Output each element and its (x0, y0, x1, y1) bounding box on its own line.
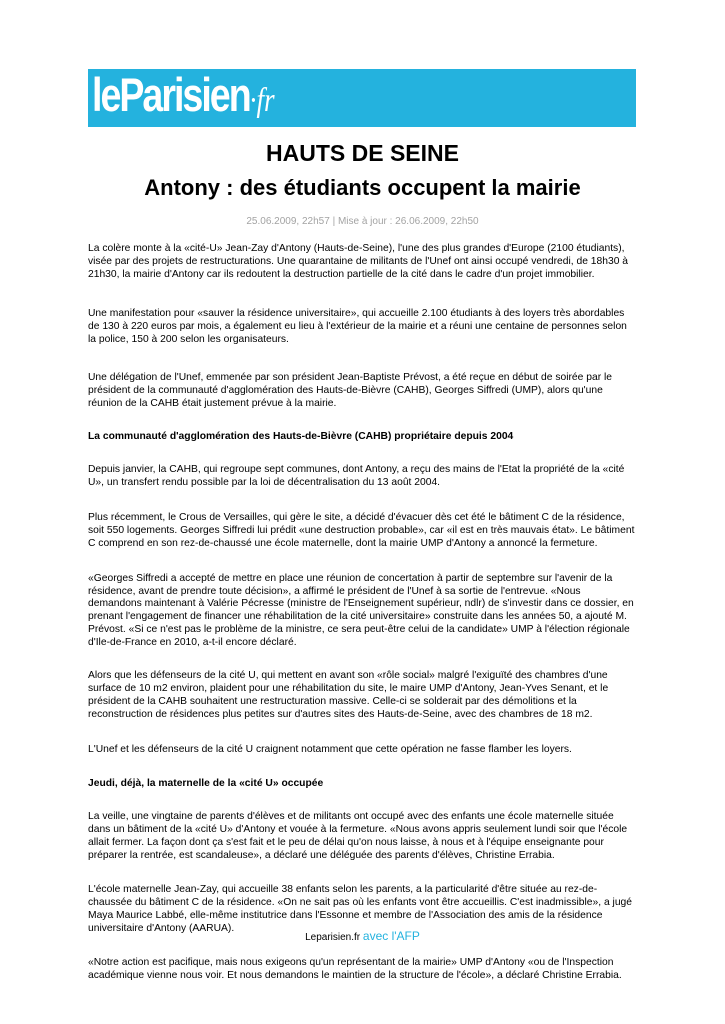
leparisien-logo[interactable] (92, 67, 275, 122)
header-banner (88, 69, 636, 127)
logo-main: leParisien (92, 68, 250, 121)
article-body (88, 243, 636, 983)
subheading: La communauté d'agglomération des Hauts-de-Bièvre (CAHB) propriétaire depuis 2004 (88, 431, 514, 443)
paragraph: La colère monte à la «cité-U» Jean-Zay d'Antony (Hauts-de-Seine), l'une des plus grandes d'Europe (2100 étudiants), visée par des projets de restructurations. Une quarantaine de militants de l'Unef ont ainsi occupé vendredi, de 18h30 à 21h30, la mairie d'Antony car ils redoutent la destruction partielle de la cité dans le cadre d'un projet immobilier. (88, 243, 629, 280)
footer-site: Leparisien.fr (305, 932, 361, 943)
logo-suffix: ·fr (249, 82, 275, 119)
paragraph: «Notre action est pacifique, mais nous exigeons qu'un représentant de la mairie» UMP d'Antony «ou de l'Inspection académique vienne nous voir. Et nous demandons le maintien de la structure de l'école», a déclaré Christine Errabia. (88, 956, 622, 981)
paragraph: «Georges Siffredi a accepté de mettre en place une réunion de concertation à partir de septembre sur l'avenir de la résidence, avant de prendre toute décision», a affirmé le président de l'Unef à sa sortie de l'entrevue. «Nous demandons maintenant à Valérie Pécresse (ministre de l'Enseignement supérieur, ndlr) de s'investir dans ce dossier, en prenant l'engagement de financer une réhabilitation de la cité universitaire» construite dans les années 50, a ajouté M. Prévost. «Si ce n'est pas le problème de la ministre, ce sera peut-être celui de la candidate» UMP à l'élection régionale d'Ile-de-France en 2010, a-t-il encore déclaré. (88, 572, 634, 649)
paragraph: La veille, une vingtaine de parents d'élèves et de militants ont occupé avec des enfants une école maternelle située dans un bâtiment de la «cité U» d'Antony et vouée à la fermeture. «Nous avons appris seulement lundi soir que l'école allait fermer. La façon dont ça s'est fait et le peu de délai qu'on nous laisse, à nous et à l'équipe enseignante pour préparer la rentrée, est scandaleuse», a déclaré une déléguée des parents d'élèves, Christine Errabia. (88, 811, 628, 862)
paragraph: Alors que les défenseurs de la cité U, qui mettent en avant son «rôle social» malgré l'exiguïté des chambres d'une surface de 10 m2 environ, plaident pour une réhabilitation du site, le maire UMP d'Antony, Jean-Yves Senant, et le président de la CAHB souhaitent une restructuration massive. Celle-ci se solderait par des démolitions et la reconstruction de résidences plus petites sur d'autres sites des Hauts-de-Seine, avec des chambres de 18 m2. (88, 670, 609, 720)
subheading: Jeudi, déjà, la maternelle de la «cité U» occupée (88, 777, 324, 789)
paragraph: Une délégation de l'Unef, emmenée par son président Jean-Baptiste Prévost, a été reçue en début de soirée par le président de la communauté d'agglomération des Hauts-de-Bièvre (CAHB), Georges Siffredi (UMP), alors qu'une réunion de la CAHB était justement prévue à la mairie. (88, 372, 612, 410)
paragraph: Plus récemment, le Crous de Versailles, qui gère le site, a décidé d'évacuer dès cet été le bâtiment C de la résidence, soit 550 logements. Georges Siffredi lui prédit «une destruction probable», car «il est en très mauvais état». Le bâtiment C comprend en son rez-de-chaussé une école maternelle, dont la mairie UMP d'Antony a annoncé la fermeture. (88, 511, 635, 549)
article-dateline: 25.06.2009, 22h57 | Mise à jour : 26.06.2009, 22h50 (246, 216, 479, 227)
paragraph: Depuis janvier, la CAHB, qui regroupe sept communes, dont Antony, a reçu des mains de l'Etat la propriété de la «cité U», un transfert rendu possible par la loi de décentralisation du 13 août 2004. (88, 464, 625, 488)
footer-credit (0, 929, 725, 943)
footer-afp: avec l'AFP (362, 929, 420, 943)
paragraph: L'Unef et les défenseurs de la cité U craignent notamment que cette opération ne fasse flamber les loyers. (88, 743, 572, 755)
paragraph: Une manifestation pour «sauver la résidence universitaire», qui accueille 2.100 étudiants à des loyers très abordables de 130 à 220 euros par mois, a également eu lieu à l'extérieur de la mairie et a réuni une centaine de personnes selon la police, 150 à 200 selon les organisateurs. (88, 307, 627, 345)
paragraph: L'école maternelle Jean-Zay, qui accueille 38 enfants selon les parents, a la particularité d'être située au rez-de-chaussée du bâtiment C de la résidence. «On ne sait pas où les enfants vont être accueillis. C'est inadmissible», a jugé Maya Maurice Labbé, elle-même institutrice dans l'Essonne et membre de l'Association des amis de la résidence universitaire d'Antony (AARUA). (88, 884, 633, 934)
section-heading: HAUTS DE SEINE (266, 140, 459, 166)
article-title: Antony : des étudiants occupent la mairie (144, 175, 581, 200)
